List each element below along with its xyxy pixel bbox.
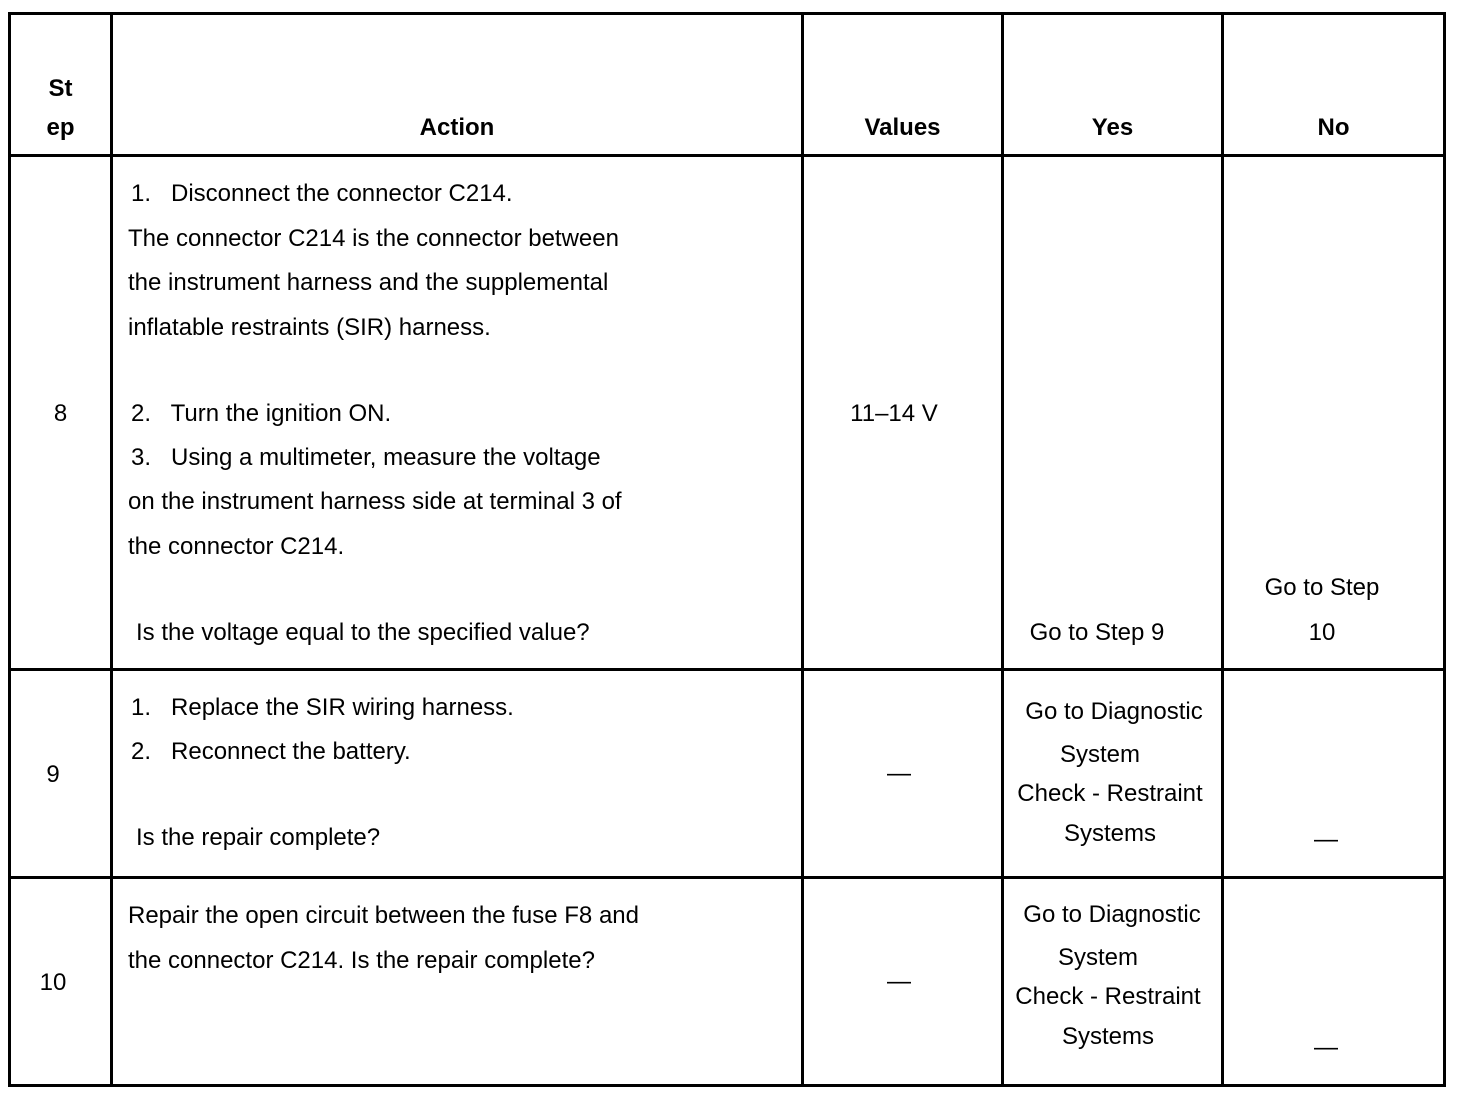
step-number: 8 [53, 400, 68, 427]
header-step-line1: St [48, 75, 73, 102]
column-divider [110, 12, 113, 1087]
action-line: 3. Using a multimeter, measure the voltage [131, 444, 601, 471]
yes-cell: Go to Step 9 [1029, 619, 1165, 646]
row-divider [8, 668, 1446, 671]
action-question: Is the repair complete? [136, 824, 381, 851]
action-line: the connector C214. Is the repair complete? [128, 947, 595, 974]
yes-cell-line: System [1059, 741, 1140, 768]
yes-cell-line: System [1057, 944, 1138, 971]
table-border-bottom [8, 1084, 1446, 1087]
yes-cell-line: Check - Restraint [1017, 780, 1203, 807]
table-border-right [1443, 12, 1446, 1087]
header-no: No [1317, 114, 1350, 141]
action-question: Is the voltage equal to the specified value? [136, 619, 590, 646]
yes-cell-line: Systems [1063, 820, 1156, 847]
value-cell: 11–14 V [850, 400, 938, 427]
action-line: Repair the open circuit between the fuse F8 and [128, 902, 639, 929]
header-action: Action [419, 114, 495, 141]
action-line: The connector C214 is the connector between [128, 225, 619, 252]
no-cell-line: Go to Step [1264, 574, 1380, 601]
no-cell: — [1314, 1034, 1338, 1061]
row-divider [8, 876, 1446, 879]
header-divider [8, 154, 1446, 157]
action-line: 2. Turn the ignition ON. [131, 400, 392, 427]
value-cell: — [887, 760, 911, 787]
column-divider [1221, 12, 1224, 1087]
value-cell: — [887, 968, 911, 995]
yes-cell-line: Go to Diagnostic [1025, 698, 1203, 725]
action-line: 2. Reconnect the battery. [131, 738, 411, 765]
no-cell: — [1314, 826, 1338, 853]
step-number: 9 [46, 761, 60, 788]
yes-cell-line: Go to Diagnostic [1023, 901, 1201, 928]
no-cell-line: 10 [1308, 619, 1336, 646]
action-line: 1. Disconnect the connector C214. [131, 180, 513, 207]
table-border-left [8, 12, 11, 1087]
action-line: the connector C214. [128, 533, 345, 560]
action-line: the instrument harness and the supplemental [128, 269, 609, 296]
column-divider [801, 12, 804, 1087]
action-line: on the instrument harness side at terminal 3 of [128, 488, 622, 515]
action-line: inflatable restraints (SIR) harness. [128, 314, 491, 341]
step-number: 10 [39, 969, 67, 996]
yes-cell-line: Check - Restraint [1015, 983, 1201, 1010]
header-values: Values [864, 114, 941, 141]
header-step-line2: ep [46, 114, 75, 141]
action-line: 1. Replace the SIR wiring harness. [131, 694, 514, 721]
yes-cell-line: Systems [1061, 1023, 1154, 1050]
header-yes: Yes [1091, 114, 1134, 141]
table-border-top [8, 12, 1446, 15]
